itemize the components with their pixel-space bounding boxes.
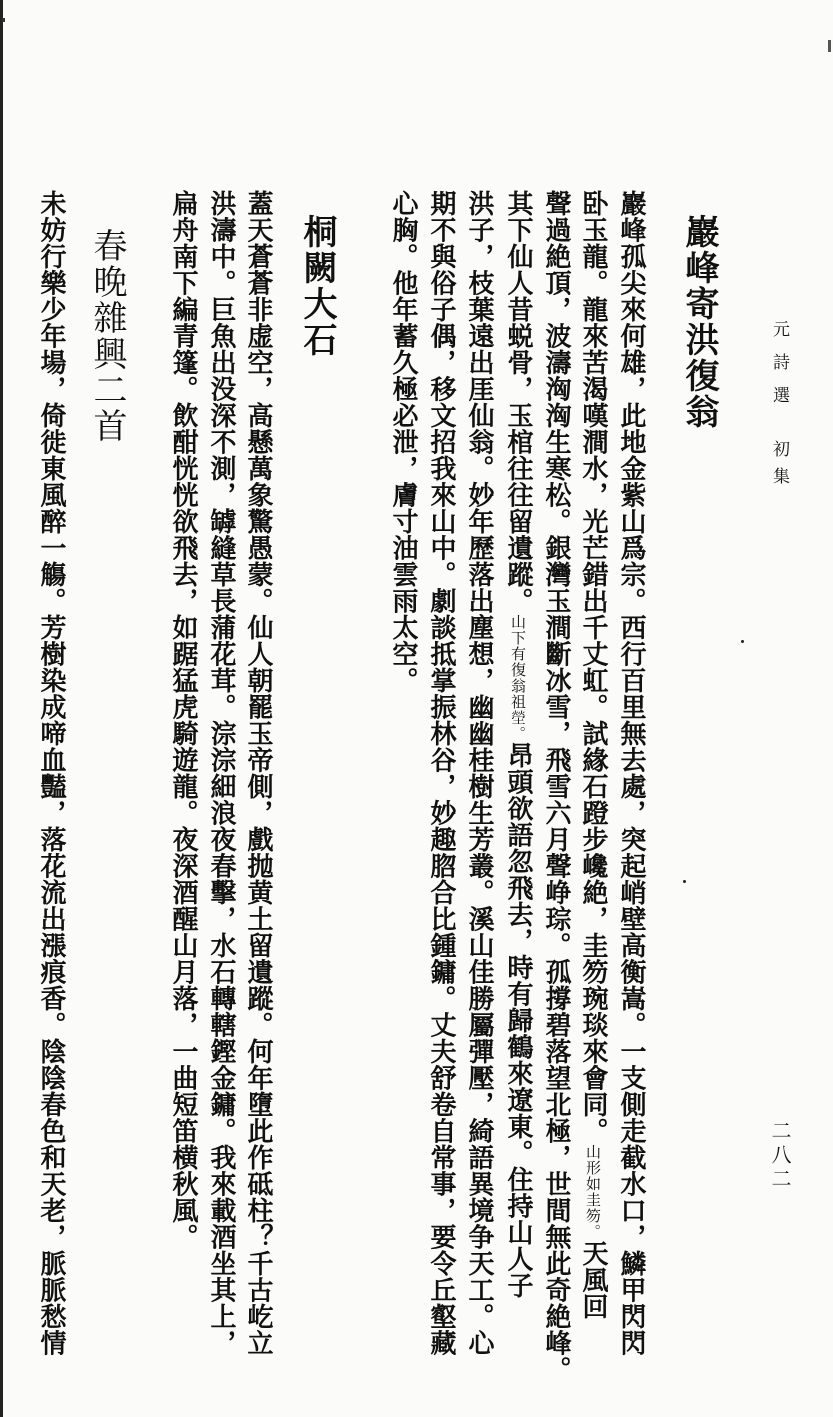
poem-line: 巖峰孤尖來何雄，此地金紫山爲宗。西行百里無去處，突起峭壁高衡嵩。一支側走截水口，鱗甲閃閃 bbox=[616, 190, 646, 1356]
interlinear-note: 山形如圭笏。 bbox=[584, 1144, 602, 1240]
poem-title: 巖峰寄洪復翁 bbox=[679, 214, 719, 430]
page-edge-mark bbox=[828, 40, 831, 52]
running-header-title: 元詩選 bbox=[769, 320, 789, 419]
poem-line: 期不與俗子偶，移文招我來山中。劇談抵掌振林谷，妙趣脗合比鍾鏞。丈夫舒卷自常事，要令丘壑藏 bbox=[426, 190, 456, 1356]
page-edge-mark bbox=[2, 18, 5, 22]
poem-title: 桐闕大石 bbox=[297, 214, 337, 358]
poem-line: 其下仙人昔蜕骨，玉棺往往留遺蹤。山下有復翁祖塋。昂頭欲語忽飛去，時有歸鶴來遼東。住持山人子 bbox=[503, 190, 533, 1299]
page-number: 二八二 bbox=[768, 1120, 792, 1192]
poem-line: 蓋天蒼蒼非虚空，高懸萬象驚愚蒙。仙人朝罷玉帝側，戲抛黄土留遺蹤。何年墮此作砥柱？千古屹立 bbox=[243, 190, 273, 1356]
poem-line: 未妨行樂少年場，倚徙東風醉一觴。芳樹染成啼血豔，落花流出漲痕香。陰陰春色和天老，脈脈愁情 bbox=[36, 190, 66, 1356]
interlinear-note: 山下有復翁祖塋。 bbox=[509, 614, 527, 742]
poem-line: 卧玉龍。龍來苦渴嘆澗水，光芒錯出千丈虹。試緣石蹬步巉絶，圭笏琬琰來會同。山形如圭笏。天風回 bbox=[578, 190, 608, 1320]
poem-title: 春晚雜興二首 bbox=[87, 228, 127, 444]
poem-line: 聲過絶頂，波濤洶洶生寒松。銀灣玉澗斷冰雪，飛雪六月聲峥琮。孤撐碧落望北極，世間無此奇絶峰。 bbox=[541, 190, 571, 1383]
print-speck bbox=[683, 880, 686, 883]
page-edge bbox=[0, 0, 3, 1417]
print-speck bbox=[741, 640, 744, 643]
poem-line: 心胸。他年蓄久極必泄，膚寸油雲雨太空。 bbox=[388, 190, 418, 694]
poem-line: 洪子，枝葉遠出厓仙翁。妙年歷落出塵想，幽幽桂樹生芳叢。溪山佳勝屬彈壓，綺語異境争天工。心 bbox=[464, 190, 494, 1356]
running-header-collection: 初集 bbox=[769, 440, 789, 494]
poem-line: 洪濤中。巨魚出没深不測，罅縫草長蒲花茸。淙淙細浪夜春擊，水石轉轄鏗金鏞。我來載酒坐其上， bbox=[206, 190, 236, 1356]
poem-line: 扁舟南下編青篷。飲酣恍恍欲飛去，如踞猛虎騎遊龍。夜深酒醒山月落，一曲短笛横秋風。 bbox=[168, 190, 198, 1250]
